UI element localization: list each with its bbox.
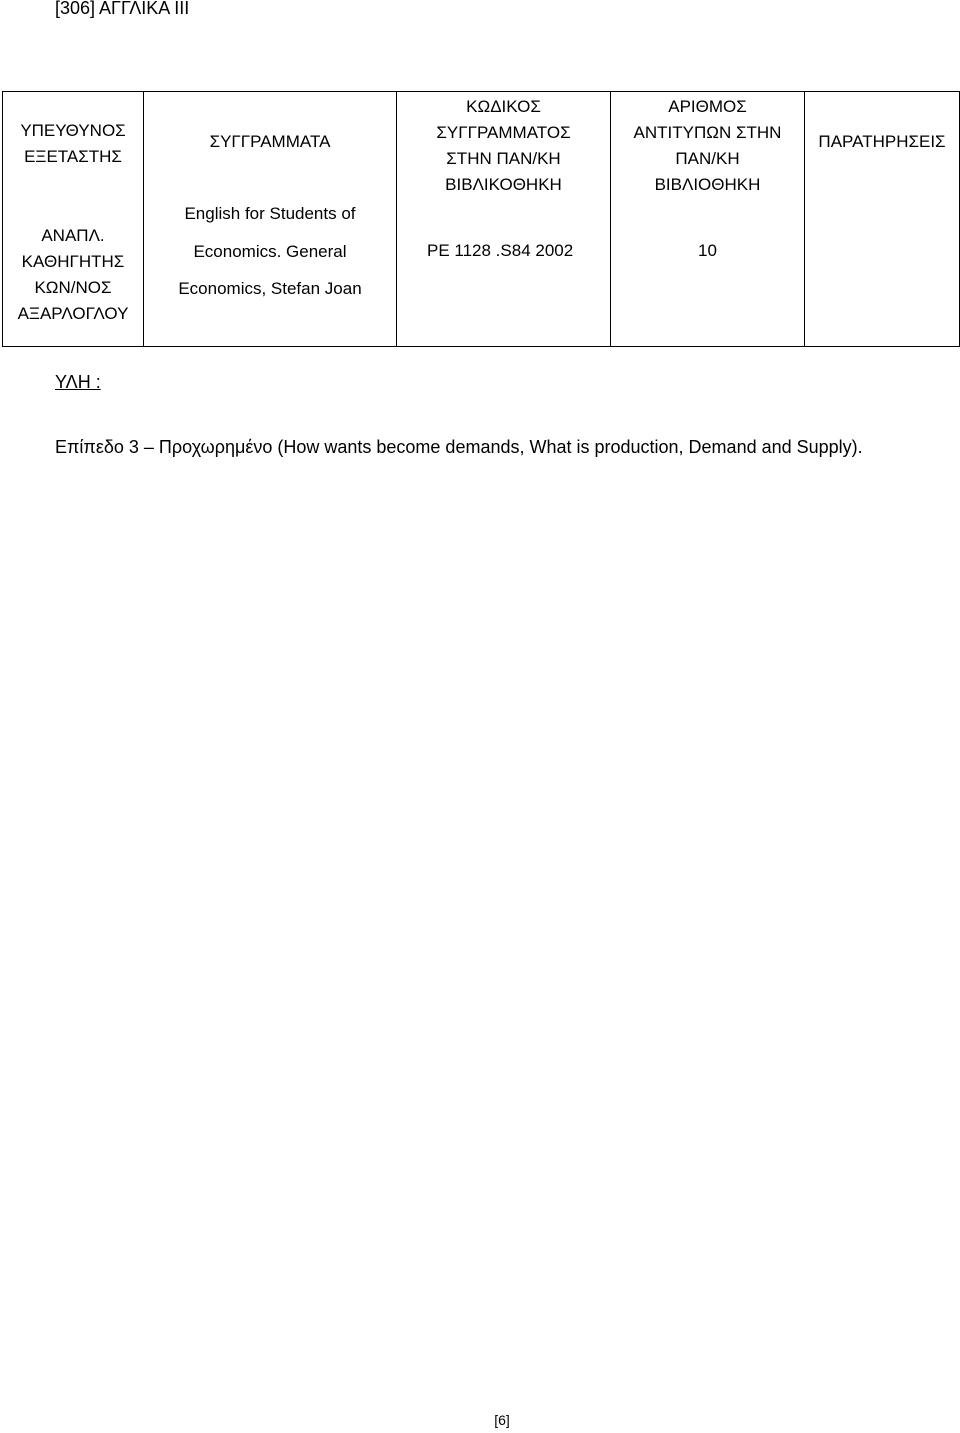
syllabus-text: Επίπεδο 3 – Προχωρημένο (How wants become demands, What is production, Demand and Supply). — [55, 437, 863, 457]
examiner-name: ΑΝΑΠΛ. ΚΑΘΗΓΗΤΗΣ ΚΩΝ/ΝΟΣ ΑΞΑΡΛΟΓΛΟΥ — [17, 226, 129, 323]
column-header-notes: ΠΑΡΑΤΗΡΗΣΕΙΣ — [818, 132, 946, 151]
examiner-cell — [3, 92, 144, 347]
column-header-examiner: ΥΠΕΥΘΥΝΟΣ ΕΞΕΤΑΣΤΗΣ — [20, 121, 126, 166]
table-row — [3, 92, 960, 347]
notes-cell — [805, 92, 960, 347]
copies-cell — [611, 92, 805, 347]
books-table — [2, 91, 960, 347]
page-number: [6] — [494, 1412, 510, 1428]
library-code-value: PE 1128 .S84 2002 — [427, 241, 574, 260]
library-code-cell — [397, 92, 611, 347]
column-header-copies: ΑΡΙΘΜΟΣ ΑΝΤΙΤΥΠΩΝ ΣΤΗΝ ΠΑΝ/ΚΗ ΒΙΒΛΙΟΘΗΚΗ — [633, 97, 782, 194]
book-title: English for Students of Economics. General Economics, Stefan Joan — [178, 204, 362, 298]
syllabus-label: ΥΛΗ : — [55, 372, 101, 392]
column-header-books: ΣΥΓΓΡΑΜΜΑΤΑ — [209, 132, 331, 151]
course-title: [306] ΑΓΓΛΙΚΑ ΙΙΙ — [55, 0, 190, 18]
copies-value: 10 — [698, 241, 717, 260]
column-header-library-code: ΚΩΔΙΚΟΣ ΣΥΓΓΡΑΜΜΑΤΟΣ ΣΤΗΝ ΠΑΝ/ΚΗ ΒΙΒΛΙΚΟΘΗΚΗ — [436, 97, 571, 194]
books-cell — [144, 92, 397, 347]
